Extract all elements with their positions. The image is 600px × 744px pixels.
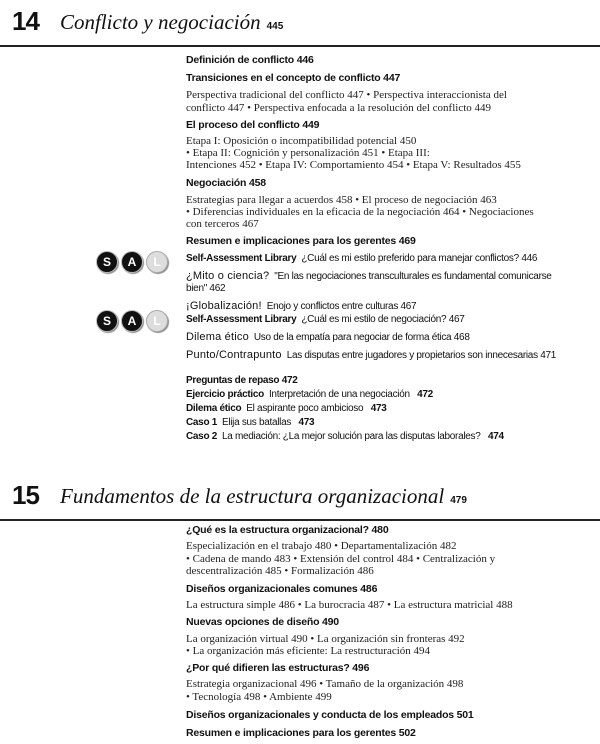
- end-item: [186, 431, 504, 442]
- feature-text: "En las negociaciones transculturales es fundamental comunicarse: [274, 271, 552, 282]
- end-text: La mediación: ¿La mejor solución para las disputas laborales?: [221, 431, 481, 442]
- end-label: Dilema ético: [186, 403, 242, 414]
- toc-heading: Diseños organizacionales y conducta de los empleados 501: [186, 709, 474, 721]
- chapter-number: 15: [12, 480, 39, 510]
- divider: [0, 519, 600, 521]
- feature-label: Punto/Contrapunto: [186, 349, 282, 361]
- chapter-title-text: Fundamentos de la estructura organizacional: [60, 484, 445, 508]
- toc-subline: conflicto 447 • Perspectiva enfocada a la resolución del conflicto 449: [186, 102, 492, 114]
- toc-subline: • La organización más eficiente: La restructuración 494: [186, 645, 431, 657]
- toc-subline: • Tecnología 498 • Ambiente 499: [186, 691, 332, 703]
- toc-heading: ¿Qué es la estructura organizacional? 480: [186, 524, 389, 536]
- toc-subline: Estrategia organizacional 496 • Tamaño de la organización 498: [186, 678, 464, 690]
- feature-dilema: [186, 331, 470, 343]
- feature-text: ¿Cuál es mi estilo preferido para manejar conflictos? 446: [301, 253, 538, 264]
- end-item: [186, 417, 314, 428]
- feature-glob: [186, 300, 416, 312]
- end-label: Ejercicio práctico: [186, 389, 264, 400]
- toc-heading: Transiciones en el concepto de conflicto 447: [186, 72, 401, 84]
- end-label: Preguntas de repaso 472: [186, 375, 298, 386]
- toc-heading: Definición de conflicto 446: [186, 54, 314, 66]
- feature-text: Enojo y conflictos entre culturas 467: [266, 301, 417, 312]
- end-item: [186, 403, 386, 414]
- feature-text: ¿Cuál es mi estilo de negociación? 467: [301, 314, 465, 325]
- toc-subline: • Etapa II: Cognición y personalización 451 • Etapa III:: [186, 147, 430, 159]
- feature-mito-cont: bien" 462: [186, 283, 226, 294]
- sal-s-icon: S: [96, 251, 118, 273]
- sal-badge: [96, 310, 171, 332]
- toc-subline: con terceros 467: [186, 218, 259, 230]
- divider: [0, 45, 600, 47]
- toc-subline: • Cadena de mando 483 • Extensión del control 484 • Centralización y: [186, 553, 496, 565]
- end-label: Caso 1: [186, 417, 217, 428]
- end-page: 474: [487, 431, 504, 442]
- end-page: 472: [417, 389, 433, 400]
- chapter-title: [60, 484, 467, 509]
- toc-subline: descentralización 485 • Formalización 486: [186, 565, 374, 577]
- end-text: Interpretación de una negociación: [268, 389, 410, 400]
- sal-s-icon: S: [96, 310, 118, 332]
- chapter-page: 445: [266, 21, 284, 32]
- toc-heading: Resumen e implicaciones para los gerentes 502: [186, 727, 416, 739]
- toc-heading: ¿Por qué difieren las estructuras? 496: [186, 662, 370, 674]
- feature-text: Las disputas entre jugadores y propietarios son innecesarias 471: [286, 350, 557, 361]
- toc-heading: El proceso del conflicto 449: [186, 119, 320, 131]
- toc-heading: Diseños organizacionales comunes 486: [186, 583, 378, 595]
- feature-label: Self-Assessment Library: [186, 253, 297, 264]
- end-page: 473: [370, 403, 387, 414]
- chapter-title: [60, 10, 283, 35]
- toc-subline: Estrategias para llegar a acuerdos 458 • El proceso de negociación 463: [186, 194, 497, 206]
- sal-a-icon: A: [121, 251, 143, 273]
- sal-badge: [96, 251, 171, 273]
- chapter-title-text: Conflicto y negociación: [60, 10, 261, 34]
- toc-heading: Resumen e implicaciones para los gerentes 469: [186, 235, 416, 247]
- feature-punto: [186, 349, 556, 361]
- toc-heading: Nuevas opciones de diseño 490: [186, 616, 339, 628]
- toc-subline: Intenciones 452 • Etapa IV: Comportamiento 454 • Etapa V: Resultados 455: [186, 159, 521, 171]
- end-item: [186, 375, 297, 386]
- feature-mito: [186, 270, 552, 282]
- end-text: Elija sus batallas: [221, 417, 292, 428]
- chapter-page: 479: [450, 495, 467, 506]
- feature-text: Uso de la empatía para negociar de forma ética 468: [253, 332, 470, 343]
- end-page: 473: [298, 417, 315, 428]
- sal-a-icon: A: [121, 310, 143, 332]
- sal-l-icon: L: [146, 251, 168, 273]
- toc-heading: Negociación 458: [186, 177, 266, 189]
- sal-l-icon: L: [146, 310, 168, 332]
- toc-subline: Perspectiva tradicional del conflicto 447 • Perspectiva interaccionista del: [186, 89, 507, 101]
- feature-label: Self-Assessment Library: [186, 314, 297, 325]
- toc-subline: Especialización en el trabajo 480 • Departamentalización 482: [186, 540, 457, 552]
- feature-label: ¡Globalización!: [186, 300, 262, 312]
- toc-subline: La estructura simple 486 • La burocracia 487 • La estructura matricial 488: [186, 599, 513, 611]
- feature-label: ¿Mito o ciencia?: [186, 270, 270, 282]
- toc-subline: • Diferencias individuales en la eficacia de la negociación 464 • Negociaciones: [186, 206, 534, 218]
- chapter-number: 14: [12, 6, 39, 36]
- toc-subline: La organización virtual 490 • La organización sin fronteras 492: [186, 633, 465, 645]
- feature-label: Dilema ético: [186, 331, 249, 343]
- end-text: El aspirante poco ambicioso: [246, 403, 364, 414]
- end-label: Caso 2: [186, 431, 217, 442]
- end-item: [186, 389, 433, 400]
- toc-subline: Etapa I: Oposición o incompatibilidad potencial 450: [186, 135, 417, 147]
- feature-sal2: [186, 314, 465, 325]
- feature-sal1: [186, 253, 537, 264]
